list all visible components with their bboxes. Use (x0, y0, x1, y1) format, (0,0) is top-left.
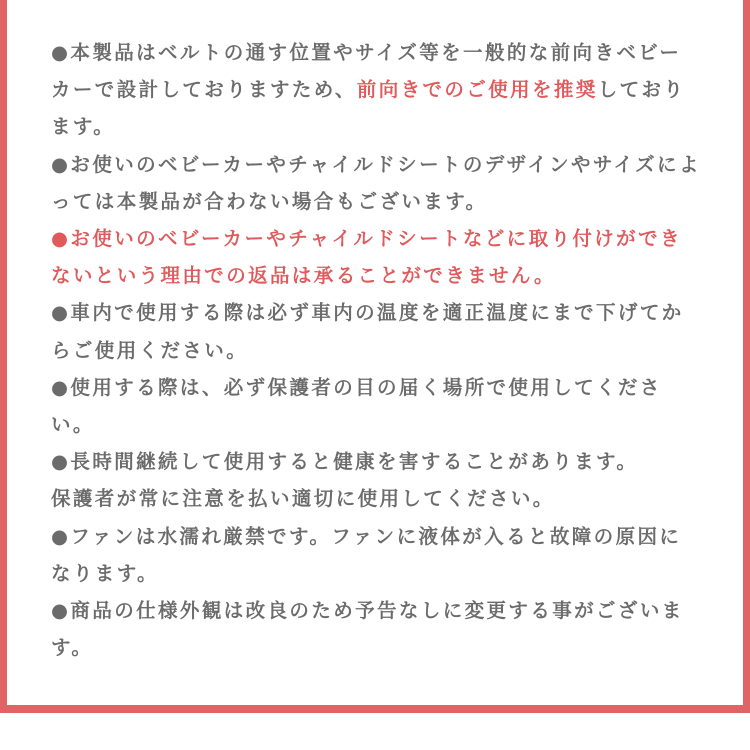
bullet-icon: ● (51, 41, 71, 64)
note-text: お使いのベビーカーやチャイルドシートなどに取り付けができないという理由での返品は承ることができません。 (51, 227, 682, 288)
note-text: ファンは水濡れ厳禁です。ファンに液体が入ると故障の原因になります。 (51, 524, 682, 585)
note-text: 車内で使用する際は必ず車内の温度を適正温度にまで下げてからご使用ください。 (51, 301, 684, 362)
note-item-long-use (51, 443, 701, 517)
bullet-icon: ● (51, 599, 71, 623)
note-item-fit (51, 146, 701, 220)
note-item-water (51, 518, 701, 592)
note-text: 使用する際は、必ず保護者の目の届く場所で使用してください。 (51, 375, 662, 437)
bullet-icon: ● (51, 524, 71, 548)
note-item-car-temperature (51, 294, 701, 368)
note-text-end: しております。 (51, 78, 686, 139)
bullet-icon: ● (51, 152, 71, 176)
note-text-continuation: 保護者が常に注意を払い適切に使用してください。 (51, 487, 555, 511)
note-item-supervision (51, 369, 701, 443)
note-text: 長時間継続して使用すると健康を害することがあります。 (70, 450, 639, 474)
bullet-icon: ● (51, 450, 71, 474)
bullet-icon: ● (51, 227, 71, 251)
note-item-spec-change (51, 592, 701, 666)
note-text: お使いのベビーカーやチャイルドシートのデザインやサイズによっては本製品が合わない場合もございます。 (51, 152, 701, 213)
caution-notes-list (51, 34, 701, 666)
note-text: 本製品はベルトの通す位置やサイズ等を一般的な前向きベビーカーで設計しておりますため、 (51, 41, 682, 102)
bullet-icon: ● (51, 301, 71, 325)
note-item-no-returns (51, 220, 701, 294)
note-item-forward-facing (51, 34, 701, 146)
bullet-icon: ● (51, 375, 71, 399)
note-text: 商品の仕様外観は改良のため予告なしに変更する事がございます。 (51, 599, 684, 660)
note-highlight: 前向きでのご使用を推奨 (356, 78, 598, 102)
